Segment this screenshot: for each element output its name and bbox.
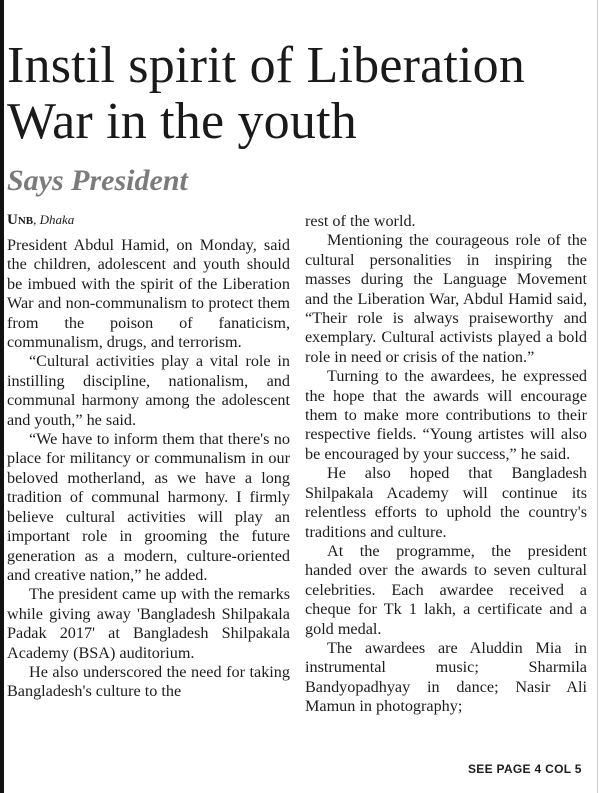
paragraph: The awardees are Aluddin Mia in instrumental music; Sharmila Bandyopadhyay in dance; Nasir Ali Mamun in photography; [305, 638, 587, 716]
byline-agency: Unb [7, 212, 34, 228]
article-column-1 [7, 236, 290, 702]
paragraph: “Cultural activities play a vital role in instilling discipline, nationalism, and communal harmony among the adolescent and youth,” he said. [7, 352, 290, 429]
right-column-rule [597, 0, 598, 793]
left-column-rule [0, 0, 4, 793]
paragraph: He also hoped that Bangladesh Shilpakala Academy will continue its relentless efforts to uphold the country's traditions and culture. [305, 464, 587, 541]
headline: Instil spirit of Liberation War in the youth [7, 37, 526, 150]
paragraph: President Abdul Hamid, on Monday, said the children, adolescent and youth should be imbued with the spirit of the Liberation War and non-communalism to protect them from the poison of fanaticism, communalism, drugs, and terrorism. [7, 236, 290, 352]
paragraph: He also underscored the need for taking Bangladesh's culture to the [7, 662, 290, 701]
paragraph: Mentioning the courageous role of the cultural personalities in inspiring the masses during the Language Movement and the Liberation War, Abdul Hamid said, “Their role is always praiseworthy and exemplary. Cultural activists played a bold role in need or crisis of the nation.” [305, 231, 587, 366]
paragraph: The president came up with the remarks while giving away 'Bangladesh Shilpakala Padak 2017' at Bangladesh Shilpakala Academy (BSA) auditorium. [7, 585, 290, 662]
paragraph-continued: rest of the world. [305, 212, 416, 230]
kicker-subheadline: Says President [7, 164, 188, 197]
byline: Unb, Dhaka [7, 212, 75, 228]
paragraph: “We have to inform them that there's no place for militancy or communalism in our beloved motherland, as we have a long tradition of communal harmony. I firmly believe cultural activities will play an important role in grooming the future generation as a modern, culture-oriented and creative nation,” he added. [7, 430, 290, 584]
continuation-jump-line: SEE PAGE 4 COL 5 [468, 762, 582, 776]
paragraph: Turning to the awardees, he expressed the hope that the awards will encourage them to make more contributions to their respective fields. “Young artistes will also be encouraged by your success,” he said. [305, 367, 587, 463]
paragraph: At the programme, the president handed over the awards to seven cultural celebrities. Each awardee received a cheque for Tk 1 lakh, a certificate and a gold medal. [305, 541, 587, 638]
byline-place: Dhaka [39, 212, 75, 227]
article-column-2 [305, 212, 587, 717]
